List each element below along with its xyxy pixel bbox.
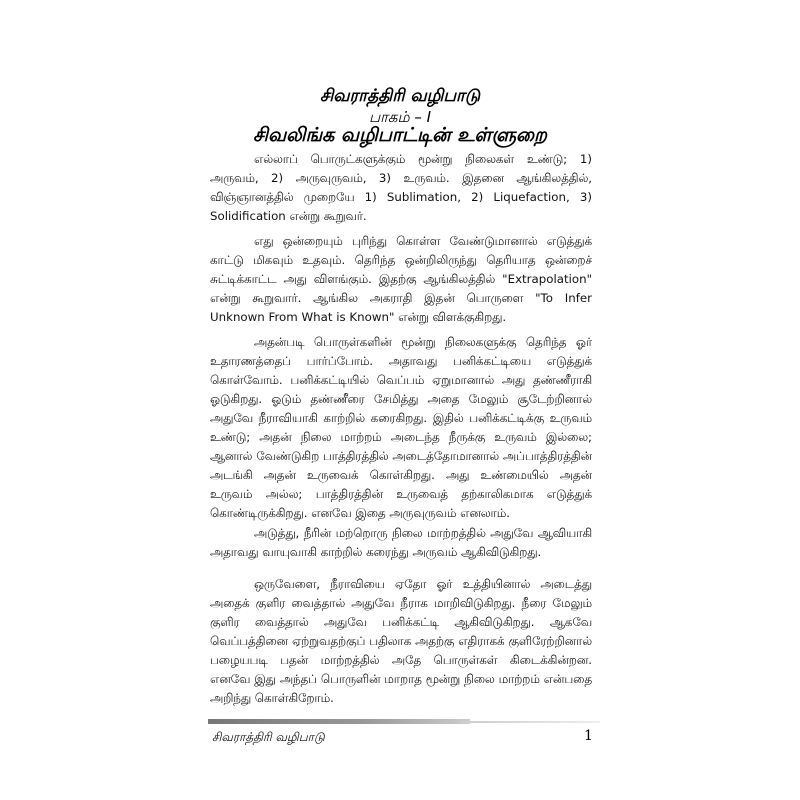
chapter-title: சிவலிங்க வழிபாட்டின் உள்ளுறை [253, 124, 547, 146]
paragraph: அதன்படி பொருள்களின் மூன்று நிலைகளுக்கு தெரிந்த ஓர் உதாரணத்தைப் பார்ப்போம். அதாவது பனிக்கட்டியை எடுத்துக் கொள்வோம். பனிக்கட்டியில் வெப்பம் ஏறுமானால் அது தண்ணீராகி ஓடுகிறது. ஓடும் தண்ணீரை சேமித்து அதை மேலும் சூடேற்றினால் அதுவே நீராவியாகி காற்றில் கரைகிறது. இதில் பனிக்கட்டிக்கு உருவம் உண்டு; அதன் நிலை மாற்றம் அடைந்த நீருக்கு உருவம் இல்லை; ஆனால் வேண்டுகிற பாத்திரத்தில் அடைத்தோமானால் அப்பாத்திரத்தின் அடங்கி அதன் உருவைக் கொள்கிறது. அது உண்மையில் அதன் உருவம் அல்ல; பாத்திரத்தின் உருவைத் தற்காலிகமாக எடுத்துக் கொண்டிருக்கிறது. எனவே இதை அருவுருவம் எனலாம். [210, 335, 592, 520]
running-title: சிவராத்திரி வழிபாடு [212, 730, 325, 744]
part-label: பாகம் – I [368, 108, 432, 126]
footer-rule-fade [460, 721, 600, 723]
paragraph: எது ஒன்றையும் புரிந்து கொள்ள வேண்டுமானால் எடுத்துக் காட்டு மிகவும் உதவும். தெரிந்த ஒன்றிலிருந்து தெரியாத ஒன்றைச் சுட்டிக்காட்ட அது விளங்கும். இதற்கு ஆங்கிலத்தில் "Extrapolation" என்று கூறுவார். ஆங்கில அகராதி இதன் பொருளை "To Infer Unknown From What is Known" என்று விளக்குகிறது. [210, 234, 592, 324]
book-title: சிவராத்திரி வழிபாடு [319, 86, 481, 106]
page-number: 1 [584, 728, 593, 744]
paragraph: ஒருவேளை, நீராவியை ஏதோ ஓர் உத்தியினால் அடைத்து அதைக் குளிர வைத்தால் அதுவே நீராக மாறிவிடுகிறது. நீரை மேலும் குளிர வைத்தால் அதுவே பனிக்கட்டி ஆகிவிடுகிறது. ஆகவே வெப்பத்தினை ஏற்றுவதற்குப் பதிலாக அதற்கு எதிராகக் குளிரேற்றினால் பழையபடி பதன் மாற்றத்தில் அதே பொருள்கள் கிடைக்கின்றன. எனவே இது அந்தப் பொருளின் மாறாத மூன்று நிலை மாற்றம் என்பதை அறிந்து கொள்கிறோம். [210, 577, 592, 705]
footer-rule [208, 719, 470, 724]
paragraph: எல்லாப் பொருட்களுக்கும் மூன்று நிலைகள் உண்டு; 1) அருவம், 2) அருவுருவம், 3) உருவம். இதனை ஆங்கிலத்தில், விஞ்ஞானத்தில் முறையே 1) Sublimation, 2) Liquefaction, 3) Solidification என்று கூறுவர். [210, 152, 592, 223]
paragraph: அடுத்து, நீரின் மற்றொரு நிலை மாற்றத்தில் அதுவே ஆவியாகி அதாவது வாயுவாகி காற்றில் கரைந்து அருவம் ஆகிவிடுகிறது. [210, 526, 592, 559]
